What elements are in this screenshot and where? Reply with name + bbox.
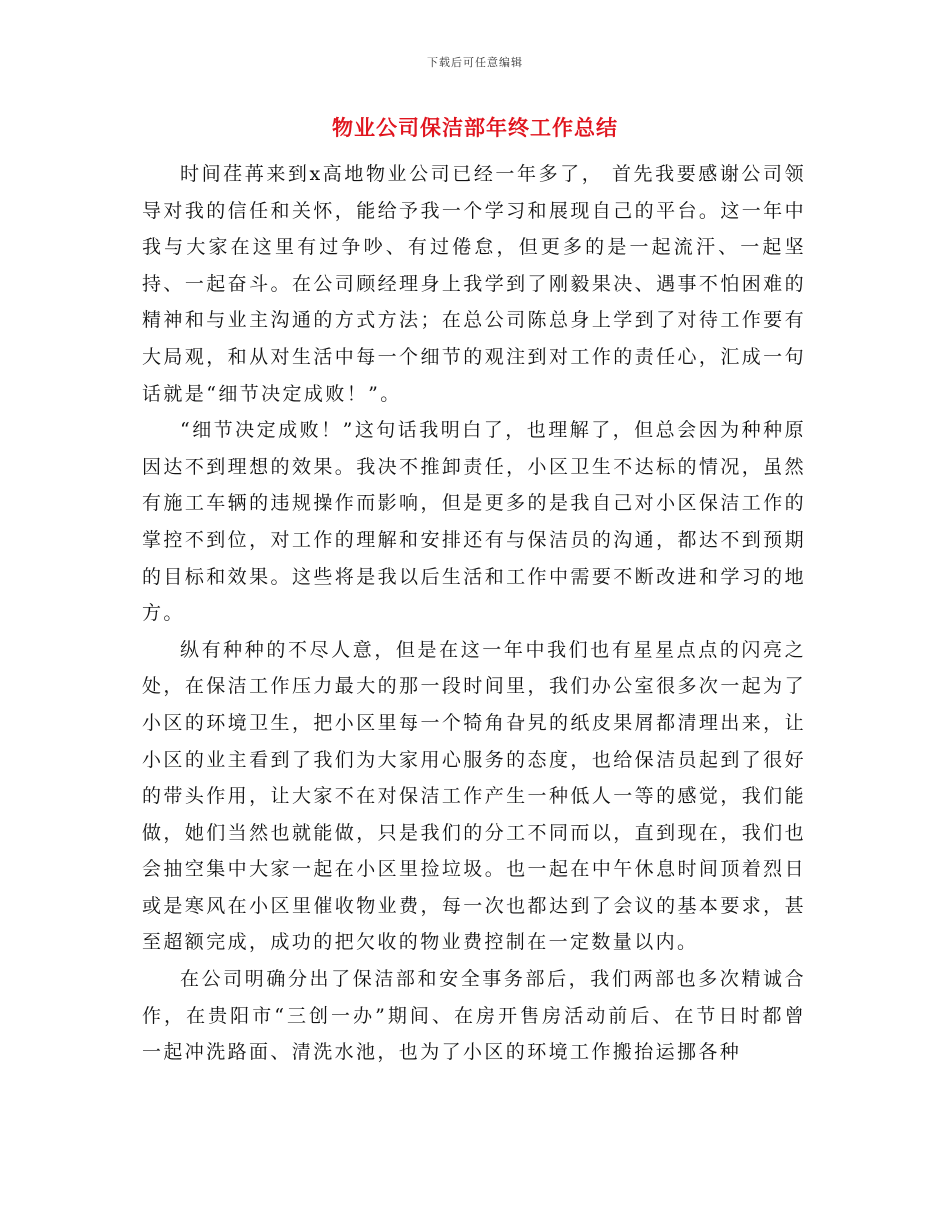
header-note: 下载后可任意编辑 bbox=[427, 56, 523, 69]
document-title: 物业公司保洁部年终工作总结 bbox=[332, 115, 618, 140]
document-body bbox=[142, 156, 806, 1071]
paragraph: “细节决定成败！”这句话我明白了，也理解了，但总会因为种种原因达不到理想的效果。我决不推卸责任，小区卫生不达标的情况，虽然有施工车辆的违规操作而影响，但是更多的是我自己对小区保洁工作的掌控不到位，对工作的理解和安排还有与保洁员的沟通，都达不到预期的目标和效果。这些将是我以后生活和工作中需要不断改进和学习的地方。 bbox=[142, 419, 806, 625]
paragraph: 在公司明确分出了保洁部和安全事务部后，我们两部也多次精诚合作，在贵阳市“三创一办”期间、在房开售房活动前后、在节日时都曾一起冲洗路面、清洗水池，也为了小区的环境工作搬抬运挪各种 bbox=[142, 968, 806, 1064]
paragraph: 时间荏苒来到x高地物业公司已经一年多了， 首先我要感谢公司领导对我的信任和关怀，能给予我一个学习和展现自己的平台。这一年中我与大家在这里有过争吵、有过倦怠，但更多的是一起流汗、一起坚持、一起奋斗。在公司顾经理身上我学到了刚毅果决、遇事不怕困难的精神和与业主沟通的方式方法；在总公司陈总身上学到了对待工作要有大局观，和从对生活中每一个细节的观注到对工作的责任心，汇成一句话就是“细节决定成败！”。 bbox=[142, 163, 806, 405]
paragraph: 纵有种种的不尽人意，但是在这一年中我们也有星星点点的闪亮之处，在保洁工作压力最大的那一段时间里，我们办公室很多次一起为了小区的环境卫生，把小区里每一个犄角旮旯的纸皮果屑都清理出来，让小区的业主看到了我们为大家用心服务的态度，也给保洁员起到了很好的带头作用，让大家不在对保洁工作产生一种低人一等的感觉，我们能做，她们当然也就能做，只是我们的分工不同而以，直到现在，我们也会抽空集中大家一起在小区里捡垃圾。也一起在中午休息时间顶着烈日或是寒风在小区里催收物业费，每一次也都达到了会议的基本要求，甚至超额完成，成功的把欠收的物业费控制在一定数量以内。 bbox=[142, 638, 806, 954]
